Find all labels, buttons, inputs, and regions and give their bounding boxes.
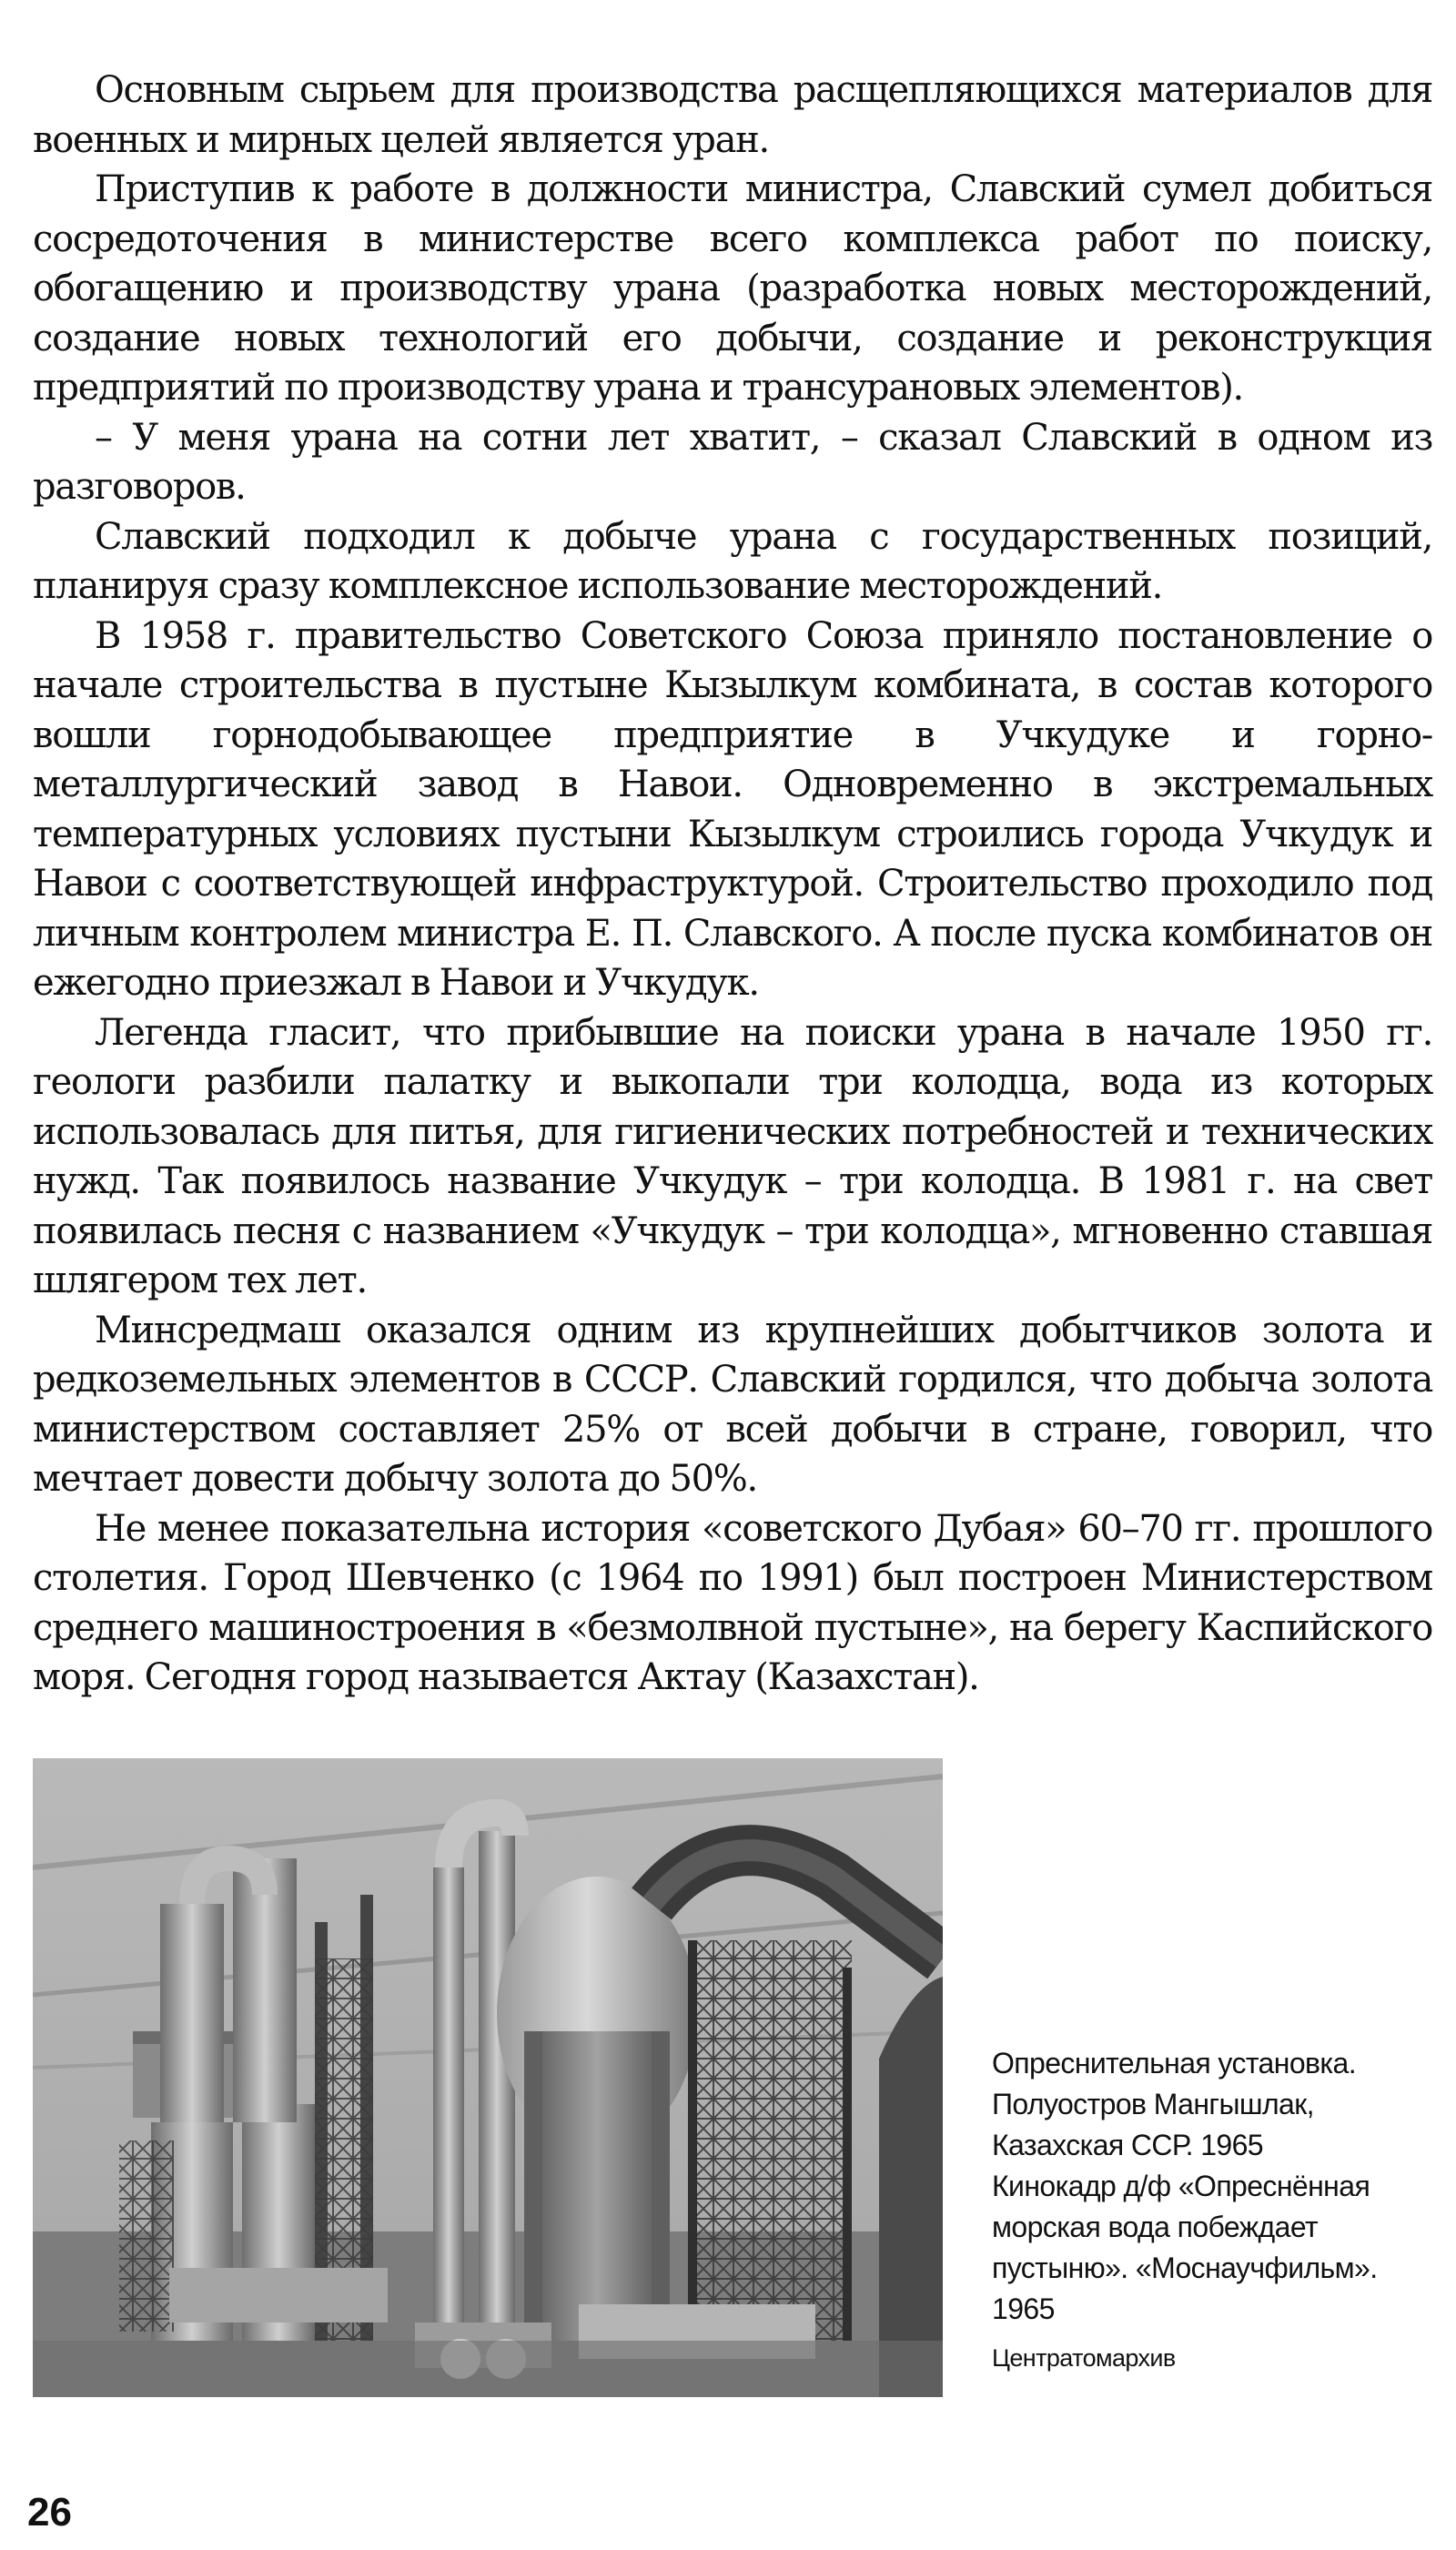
caption-source: Центратомархив [992,2344,1176,2372]
paragraph: Легенда гласит, что прибывшие на поиски урана в начале 1950 гг. геологи разбили палатку и выкопали три колодца, вода из которых использовалась для питья, для гигиенических потребностей и технических нужд. Так появилось название Учкудук – три колодца. В 1981 г. на свет появилась песня с названием «Учкудук – три колодца», мгновенно ставшая шлягером тех лет. [33,1011,1432,1301]
caption-line: Казахская ССР. 1965 [992,2129,1263,2161]
industrial-plant-photo-icon [33,1758,943,2397]
caption-line: морская вода побеждает [992,2211,1319,2243]
paragraph: – У меня урана на сотни лет хватит, – сказал Славский в одном из разговоров. [33,416,1432,508]
photo-caption [992,2043,1438,2377]
caption-line: Опреснительная установка. [992,2047,1357,2079]
caption-line: 1965 [992,2292,1055,2325]
body-text [33,66,1432,1703]
paragraph: Приступив к работе в должности министра, Славский сумел добиться сосредоточения в министерстве всего комплекса работ по поиску, обогащению и производству урана (разработка новых месторождений, создание новых технологий его добычи, создание и реконструкция предприятий по производству урана и трансурановых элементов). [33,168,1432,409]
caption-line: Полуостров Мангышлак, [992,2088,1314,2120]
paragraph: В 1958 г. правительство Советского Союза приняло постановление о начале строительства в пустыне Кызылкум комбината, в состав которого вошли горнодобывающее предприятие в Учкудуке и горно-металлургический завод в Навои. Одновременно в экстремальных температурных условиях пустыни Кызылкум строились города Учкудук и Навои с соответствующей инфраструктурой. Строительство проходило под личным контролем министра Е. П. Славского. А после пуска комбинатов он ежегодно приезжал в Навои и Учкудук. [33,614,1432,1004]
desalination-plant-photo [33,1758,943,2397]
paragraph: Минсредмаш оказался одним из крупнейших добытчиков золота и редкоземельных элементов в СССР. Славский гордился, что добыча золота министерством составляет 25% от всей добычи в стране, говорил, что мечтает довести добычу золота до 50%. [33,1309,1432,1500]
caption-line: Кинокадр д/ф «Опреснённая [992,2170,1370,2202]
paragraph: Основным сырьем для производства расщепляющихся материалов для военных и мирных целей является уран. [33,69,1432,161]
caption-line: пустыню». «Моснаучфильм». [992,2251,1378,2284]
paragraph: Славский подходил к добыче урана с государственных позиций, планируя сразу комплексное использование месторождений. [33,515,1432,607]
paragraph: Не менее показательна история «советского Дубая» 60–70 гг. прошлого столетия. Город Шевченко (с 1964 по 1991) был построен Министерством среднего машиностроения в «безмолвной пустыне», на берегу Каспийского моря. Сегодня город называется Актау (Казахстан). [33,1507,1432,1698]
page-number: 26 [27,2490,72,2535]
